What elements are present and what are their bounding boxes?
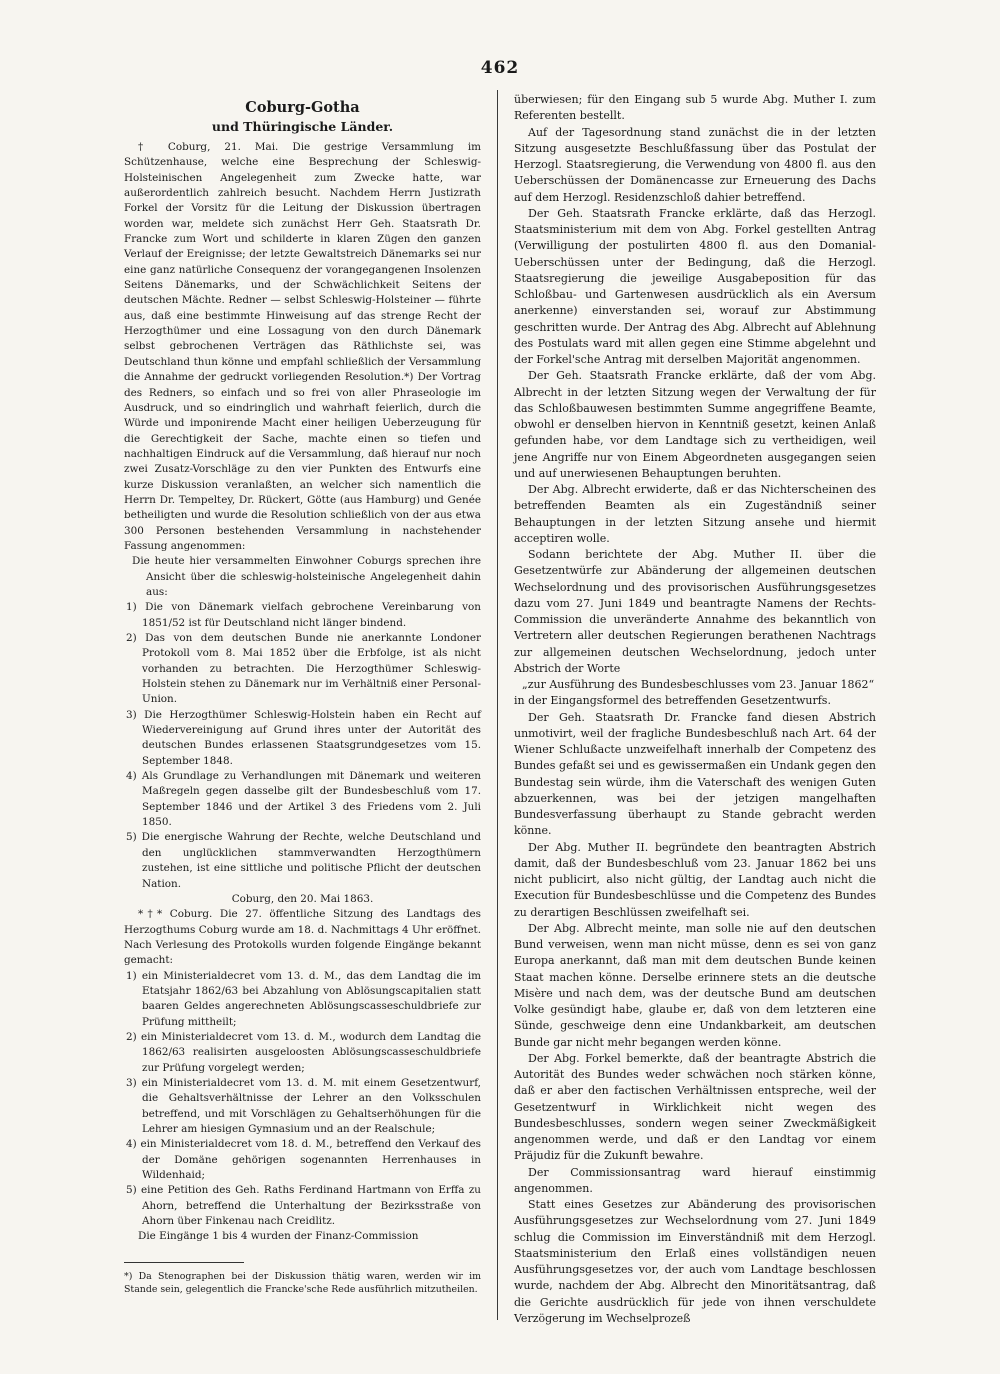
quoted-words: „zur Ausführung des Bundesbeschlusses vom 23. Januar 1862“ <box>522 678 875 691</box>
incoming-item: 4) ein Ministerialdecret vom 18. d. M., betreffend den Verkauf des der Domäne gehörigen sogenannten Herrenhauses in Wildenhaid; <box>126 1138 481 1182</box>
article-paragraph: Sodann berichtete der Abg. Muther II. über die Gesetzentwürfe zur Abänderung der allgemeinen deutschen Wechselordnung und des provisorischen Ausführungsgesetzes dazu vom 27. Juni 1849 und beantragte Namens der Rechts-Commission die unveränderte Annahme des bekanntlich von Vertretern aller deutschen Regierungen berathenen Nachtrags zur allgemeinen deutschen Wechselordnung, jedoch unter Abstrich der Worte <box>514 548 876 675</box>
resolution-intro: Die heute hier versammelten Einwohner Coburgs sprechen ihre Ansicht über die schleswig-holsteinische Angelegenheit dahin aus: <box>132 555 481 598</box>
resolution-item: 4) Als Grundlage zu Verhandlungen mit Dänemark und weiteren Maßregeln gegen dasselbe gilt der Bundesbeschluß vom 17. September 1846 und der Artikel 3 des Friedens vom 2. Juli 1850. <box>126 770 481 829</box>
article-paragraph: Der Geh. Staatsrath Francke erklärte, daß der vom Abg. Albrecht in der letzten Sitzung wegen der Verwaltung der für das Schloßbauwesen bestimmten Summe angegriffene Beamte, obwohl er denselben hiervon in Kenntniß gesetzt, keinen Anlaß gefunden habe, vor dem Landtage sich zu vertheidigen, weil jene Angriffe nur von Einem Abgeordneten ausgegangen seien und auf unerwiesenen Behauptungen beruhten. <box>514 369 876 480</box>
article-paragraph: Der Abg. Muther II. begründete den beantragten Abstrich damit, daß der Bundesbeschluß vom 23. Januar 1862 bei uns nicht publicirt, also nicht gültig, der Landtag auch nicht die Execution für Bundesbeschlüsse und die Competenz des Bundes zu derartigen Beschlüssen zweifelhaft sei. <box>514 840 876 919</box>
resolution-item: 2) Das von dem deutschen Bunde nie anerkannte Londoner Protokoll vom 8. Mai 1852 über die Erbfolge, ist als nicht vorhanden zu betrachten. Die Herzogthümer Schleswig-Holstein stehen zu Dänemark nur im Verhältniß einer Personal-Union. <box>126 632 481 706</box>
article-paragraph: in der Eingangsformel des betreffenden Gesetzentwurfs. <box>514 694 831 708</box>
article-paragraph: Statt eines Gesetzes zur Abänderung des provisorischen Ausführungsgesetzes zur Wechselordnung vom 27. Juni 1849 schlug die Commission im Einverständniß mit dem Herzogl. Staatsministerium den Erlaß eines vollständigen neuen Ausführungsgesetzes vor, der auch vom Landtage beschlossen wurde, nachdem der Abg. Albrecht den Minoritätsantrag, daß die Gerichte ausdrücklich für jede von ihnen verschuldete Verzögerung im Wechselprozeß <box>514 1198 876 1325</box>
article-paragraph: Der Geh. Staatsrath Dr. Francke fand diesen Abstrich unmotivirt, weil der fragliche Bundesbeschluß nach Art. 64 der Wiener Schlußacte unzweifelhaft innerhalb der Competenz des Bundes gefaßt sei und es gewissermaßen ein Undank gegen den Bundestag sein würde, ihm die Vaterschaft des wenigen Guten abzuerkennen, was bei der jetzigen mangelhaften Bundesverfassung überhaupt zu Stande gebracht werden könne. <box>514 710 876 838</box>
article-paragraph: Der Abg. Albrecht erwiderte, daß er das Nichterscheinen des betreffenden Beamten als ein Zugeständniß seiner Behauptungen in der letzten Sitzung ansehe und hiermit acceptiren wolle. <box>514 483 876 545</box>
article-paragraph: *†* Coburg. Die 27. öffentliche Sitzung des Landtags des Herzogthums Coburg wurde am 18. d. Nachmittags 4 Uhr eröffnet. Nach Verlesung des Protokolls wurden folgende Eingänge bekannt gemacht: <box>124 908 481 967</box>
article-paragraph: Der Geh. Staatsrath Francke erklärte, daß das Herzogl. Staatsministerium mit dem von Abg. Forkel gestellten Antrag (Verwilligung der postulirten 4800 fl. aus den Domanial-Ueberschüssen unter der Bedingung, daß die Herzogl. Staatsregierung die jeweilige Ausgabeposition für das Schloßbau- und Gartenwesen ausdrücklich als ein Aversum anerkenne) einverstanden sei, worauf zur Abstimmung geschritten wurde. Der Antrag des Abg. Albrecht auf Ablehnung des Postulats ward mit allen gegen eine Stimme abgelehnt und der Forkel'sche Antrag mit derselben Majorität angenommen. <box>514 206 876 366</box>
article-paragraph: Die Eingänge 1 bis 4 wurden der Finanz-Commission <box>138 1230 419 1243</box>
section-subheading: und Thüringische Länder. <box>211 119 394 134</box>
column-divider <box>497 90 498 1320</box>
left-column <box>124 92 481 1245</box>
incoming-item: 1) ein Ministerialdecret vom 13. d. M., das dem Landtag die im Etatsjahr 1862/63 bei Abzahlung von Ablösungscapitalien statt baaren Geldes angerechneten Ablösungscasseschuldbriefe zur Prüfung mittheilt; <box>126 969 481 1028</box>
article-paragraph: Der Abg. Albrecht meinte, man solle nie auf den deutschen Bund verweisen, wenn man nicht müsse, denn es sei von ganz Europa anerkannt, daß man mit dem deutschen Bunde keinen Staat machen könne. Derselbe erinnere stets an die deutsche Misère und nach dem, was der deutsche Bund am deutschen Volke gesündigt habe, glaube er, daß von dem letzteren eine Sünde, geschweige denn eine Undankbarkeit, am deutschen Bunde gar nicht mehr begangen werden könne. <box>514 921 876 1049</box>
article-paragraph: Auf der Tagesordnung stand zunächst die in der letzten Sitzung ausgesetzte Beschlußfassung über das Postulat der Herzogl. Staatsregierung, die Verwendung von 4800 fl. aus den Ueberschüssen der Domänencasse zur Erneuerung des Dachs auf dem Herzogl. Residenzschloß dahier betreffend. <box>514 125 876 204</box>
footnote-rule <box>124 1262 244 1263</box>
incoming-item: 2) ein Ministerialdecret vom 13. d. M., wodurch dem Landtag die 1862/63 realisirten ausgeloosten Ablösungscasseschuldbriefe zur Prüfung vorgelegt werden; <box>126 1030 481 1074</box>
resolution-item: 1) Die von Dänemark vielfach gebrochene Vereinbarung von 1851/52 ist für Deutschland nicht länger bindend. <box>126 601 481 629</box>
article-paragraph: Der Commissionsantrag ward hierauf einstimmig angenommen. <box>514 1165 876 1195</box>
resolution-item: 3) Die Herzogthümer Schleswig-Holstein haben ein Recht auf Wiedervereinigung auf Grund ihres unter der Autorität des deutschen Bundes erlassenen Staatsgrundgesetzes vom 15. September 1848. <box>126 708 481 767</box>
incoming-item: 3) ein Ministerialdecret vom 13. d. M. mit einem Gesetzentwurf, die Gehaltsverhältnisse der Lehrer an den Volksschulen betreffend, und mit Vorschlägen zu Gehaltserhöhungen für die Lehrer am hiesigen Gymnasium und an der Realschule; <box>126 1076 481 1135</box>
resolution-item: 5) Die energische Wahrung der Rechte, welche Deutschland und den unglücklichen stammverwandten Herzogthümern zustehen, ist eine sittliche und politische Pflicht der deutschen Nation. <box>126 831 481 890</box>
dateline: Coburg, den 20. Mai 1863. <box>231 892 374 905</box>
article-paragraph: † Coburg, 21. Mai. Die gestrige Versammlung im Schützenhause, welche eine Besprechung der Schleswig-Holsteinischen Angelegenheit zum Zwecke hatte, war außerordentlich zahlreich besucht. Nachdem Herrn Justizrath Forkel der Vorsitz für die Leitung der Diskussion übertragen worden war, meldete sich zunächst Herr Geh. Staatsrath Dr. Francke zum Wort und schilderte in klaren Zügen den ganzen Verlauf der Ereignisse; der letzte Gewaltstreich Dänemarks sei nur eine ganz natürliche Consequenz der vorangegangenen Insolenzen Seitens Dänemarks, und der Schwächlichkeit Seitens der deutschen Mächte. Redner — selbst Schleswig-Holsteiner — führte aus, daß eine bestimmte Hinweisung auf das strenge Recht der Herzogthümer und eine Lossagung von den durch Dänemark selbst gebrochenen Verträgen das Räthlichste sei, was Deutschland thun könne und empfahl schließlich der Versammlung die Annahme der gedruckt vorliegenden Resolution.*) Der Vortrag des Redners, so einfach und so frei von aller Phraseologie im Ausdruck, und so eindringlich und wahrhaft feierlich, durch die Würde und imponirende Macht einer heiligen Ueberzeugung für die Gerechtigkeit der Sache, machte einen so tiefen und nachhaltigen Eindruck auf die Versammlung, daß hierauf nur noch zwei Zusatz-Vorschläge zu den vier Punkten des Entwurfs eine kurze Diskussion veranlaßten, an welcher sich namentlich die Herrn Dr. Tempeltey, Dr. Rückert, Götte (aus Hamburg) und Genée betheiligten und wurde die Resolution schließlich von der aus etwa 300 Personen bestehenden Versammlung in nachstehender Fassung angenommen: <box>124 141 481 552</box>
incoming-item: 5) eine Petition des Geh. Raths Ferdinand Hartmann von Erffa zu Ahorn, betreffend die Unterhaltung der Bezirksstraße von Ahorn über Finkenau nach Creidlitz. <box>126 1184 481 1228</box>
article-paragraph: Der Abg. Forkel bemerkte, daß der beantragte Abstrich die Autorität des Bundes weder schwächen noch stärken könne, daß er aber den factischen Verhältnissen entspreche, weil der Gesetzentwurf in Wirklichkeit nicht wegen des Bundesbeschlusses, sondern wegen seiner Zweckmäßigkeit angenommen werde, und daß er den Landtag vor einem Präjudiz für die Zukunft bewahre. <box>514 1051 876 1163</box>
footnote: *) Da Stenographen bei der Diskussion thätig waren, werden wir im Stande sein, gelegentlich die Francke'sche Rede ausführlich mitzutheilen. <box>124 1271 481 1295</box>
page-number: 462 <box>480 58 520 78</box>
article-paragraph: überwiesen; für den Eingang sub 5 wurde Abg. Muther I. zum Referenten bestellt. <box>514 93 876 123</box>
right-column <box>514 92 876 1327</box>
section-heading: Coburg-Gotha <box>245 99 360 116</box>
